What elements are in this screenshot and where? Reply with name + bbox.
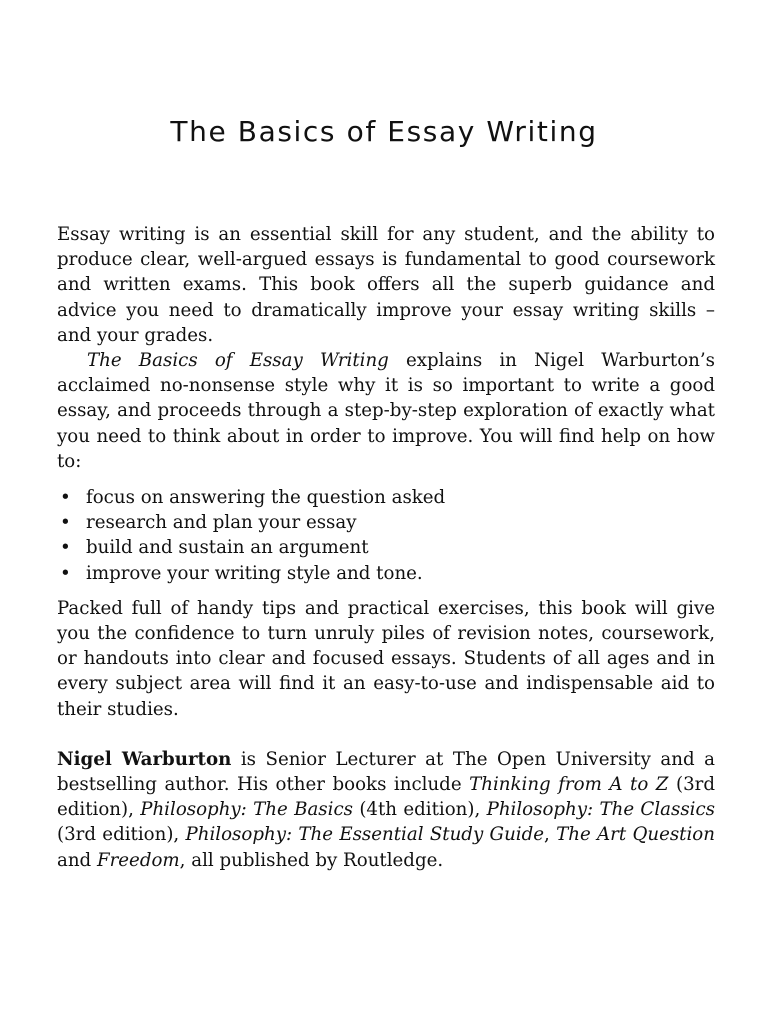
bio-text: , all published by Routledge. [179,849,444,871]
list-item [57,485,715,510]
bio-text: and [57,849,97,871]
second-paragraph [57,348,715,474]
bio-text: , [544,824,557,846]
bio-text: (3rd edition), [57,774,715,821]
list-item [57,535,715,560]
bullet-icon: • [60,562,71,584]
bullet-icon: • [60,512,71,534]
list-item-text: build and sustain an argument [86,537,369,559]
list-item-text: focus on answering the question asked [86,487,446,509]
list-item-text: research and plan your essay [86,512,357,534]
author-name: Nigel Warburton [57,748,232,770]
book-title-reference: The Basics of Essay Writing [87,350,389,372]
book-reference: Philosophy: The Essential Study Guide [185,824,544,846]
bullet-icon: • [60,487,71,509]
description-body [57,222,715,873]
book-reference: Thinking from A to Z [469,774,669,796]
second-paragraph-text: explains in Nigel Warburton’s acclaimed no-nonsense style why it is so important to write a good essay, and proceeds through a step-by-step exploration of exactly what you need to think about in order to improve. You will find help on how to: [57,350,715,472]
book-reference: Philosophy: The Basics [140,799,353,821]
page-title: The Basics of Essay Writing [170,115,598,148]
list-item-text: improve your writing style and tone. [86,562,423,584]
list-item [57,561,715,586]
skills-list [57,485,715,586]
bio-text: is Senior Lecturer at The Open University and a bestselling author. His other books include [57,748,715,796]
third-paragraph: Packed full of handy tips and practical exercises, this book will give you the confidence to turn unruly piles of revision notes, coursework, or handouts into clear and focused essays. Students of all ages and in every subject area will find it an easy-to-use and indispensable aid to their studies. [57,597,715,720]
intro-paragraph: Essay writing is an essential skill for any student, and the ability to produce clear, well-argued essays is fundamental to good coursework and written exams. This book offers all the superb guidance and advice you need to dramatically improve your essay writing skills – and your grades. [57,224,715,346]
bio-text: (3rd edition), [57,824,186,846]
bio-text: (4th edition), [352,799,487,821]
book-reference: Freedom [96,849,180,871]
list-item [57,510,715,535]
author-bio [57,747,715,873]
section-spacer [57,722,715,747]
bullet-icon: • [60,537,71,559]
book-reference: Philosophy: The Classics [486,799,716,821]
book-reference: The Art Question [556,824,715,846]
